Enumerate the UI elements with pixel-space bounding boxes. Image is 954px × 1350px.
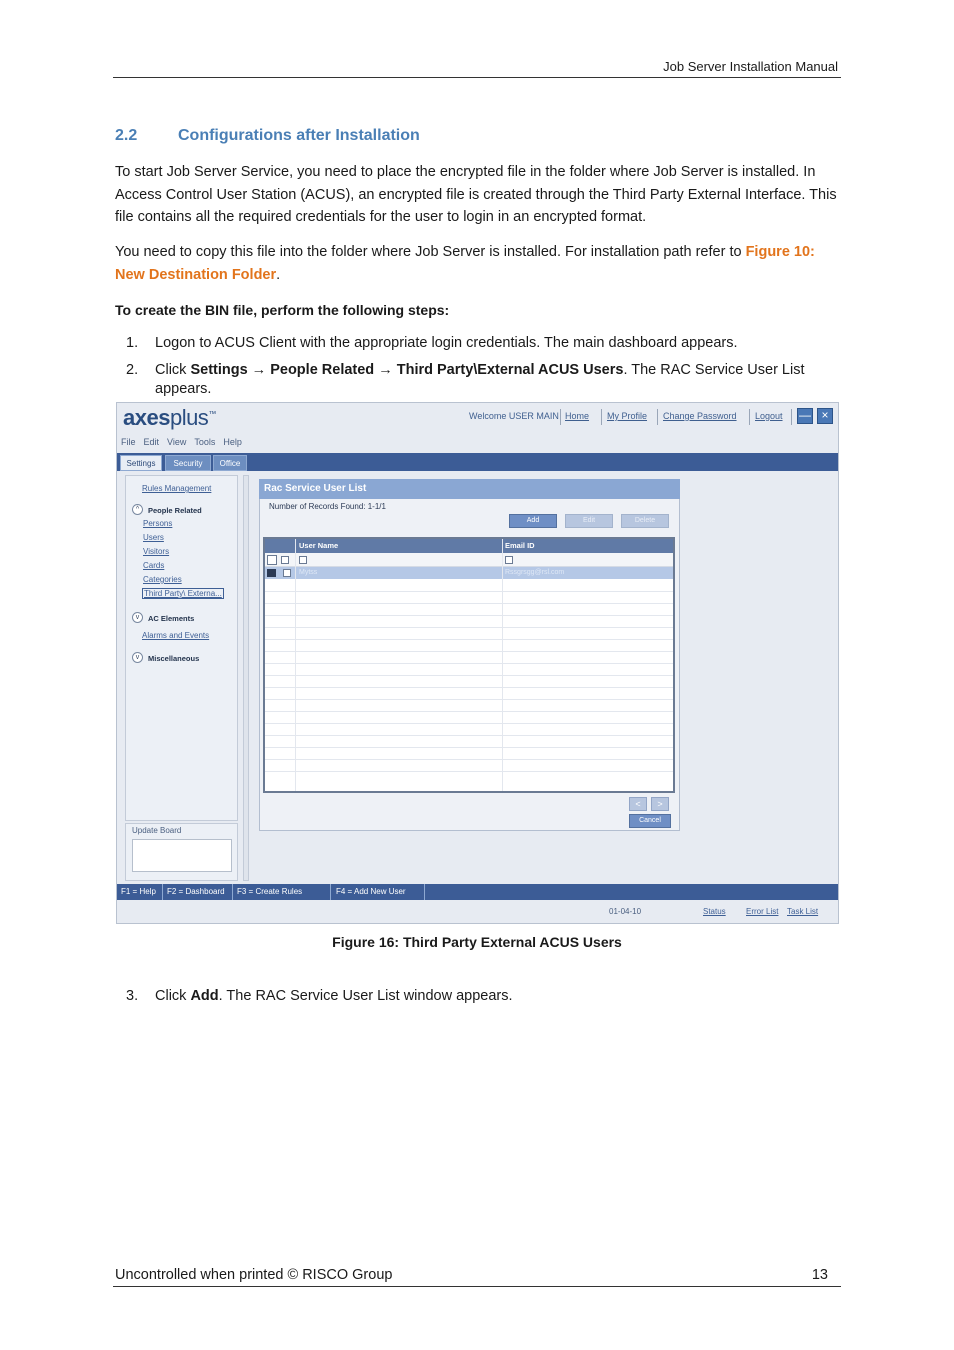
step-bold: People Related — [270, 362, 375, 378]
left-navigation-panel — [125, 475, 238, 821]
status-date: 01-04-10 — [609, 907, 642, 916]
arrow-icon: → — [247, 362, 271, 378]
section-title: Configurations after Installation — [178, 127, 420, 144]
row-pointer-icon — [267, 569, 276, 577]
tab-office[interactable]: Office — [213, 455, 247, 471]
menu-view[interactable]: View — [167, 437, 187, 447]
user-grid — [263, 537, 675, 793]
nav-separator — [657, 409, 658, 425]
minimize-icon[interactable]: — — [799, 408, 811, 422]
step-number: 2. — [126, 362, 139, 378]
grid-line — [265, 615, 673, 616]
update-board-box[interactable] — [132, 839, 232, 872]
shortcut-bar — [117, 884, 838, 900]
collapse-icon[interactable]: ^ — [132, 504, 143, 515]
step-text: Logon to ACUS Client with the appropriate login credentials. The main dashboard appears. — [155, 335, 738, 351]
logo-tm: ™ — [208, 409, 216, 419]
tab-settings[interactable]: Settings — [120, 455, 162, 471]
prev-page-button[interactable]: < — [629, 797, 647, 811]
grid-vline — [295, 539, 296, 791]
expand-icon[interactable]: v — [132, 612, 143, 623]
nav-separator — [560, 409, 561, 425]
grid-line — [265, 711, 673, 712]
header-rule — [113, 77, 841, 78]
dialog-title: Rac Service User List — [259, 479, 680, 499]
my-profile-link[interactable]: My Profile — [607, 411, 648, 421]
content-area — [685, 475, 833, 881]
nav-cards[interactable]: Cards — [143, 561, 165, 570]
grid-line — [265, 735, 673, 736]
arrow-icon: → — [374, 362, 397, 378]
footer-rule — [113, 1286, 841, 1287]
cell-email: Rssgrsgg@rsl.com — [505, 569, 565, 576]
status-link[interactable]: Status — [703, 907, 726, 916]
figure-link[interactable]: Figure 10: New Destination Folder — [115, 244, 815, 283]
nav-group-miscellaneous[interactable]: Miscellaneous — [148, 654, 200, 663]
shortcut-create-rules: F3 = Create Rules — [237, 887, 303, 896]
records-found: Number of Records Found: 1-1/1 — [269, 502, 386, 511]
nav-visitors[interactable]: Visitors — [143, 547, 170, 556]
footer-copyright: Uncontrolled when printed © RISCO Group — [115, 1267, 393, 1283]
checkbox-icon[interactable] — [281, 556, 289, 564]
update-board — [125, 823, 238, 881]
figure-caption: Figure 16: Third Party External ACUS Users — [332, 934, 622, 950]
grid-line — [265, 759, 673, 760]
edit-button[interactable]: Edit — [565, 514, 613, 528]
shortcut-separator — [424, 884, 425, 900]
step-text-part: Click — [155, 988, 191, 1004]
bottom-status-bar — [117, 900, 838, 923]
grid-line — [265, 699, 673, 700]
close-icon[interactable]: × — [817, 408, 833, 424]
grid-line — [265, 687, 673, 688]
cell-user-name: Mytss — [299, 569, 318, 576]
grid-line — [265, 771, 673, 772]
next-page-button[interactable]: > — [651, 797, 669, 811]
nav-rules-management[interactable]: Rules Management — [142, 484, 212, 493]
filter-icon[interactable] — [267, 555, 277, 565]
menu-bar — [121, 437, 250, 447]
nav-group-people-related[interactable]: People Related — [148, 506, 202, 515]
grid-line — [265, 651, 673, 652]
step-text — [155, 361, 815, 399]
axesplus-logo — [123, 405, 216, 431]
welcome-text: Welcome USER MAIN — [469, 411, 559, 421]
paragraph-intro: To start Job Server Service, you need to place the encrypted file in the folder where Job Server is installed. In Access Control User Station (ACUS), an encrypted file is created through the Third Party External Interface. This file contains all the required credentials for the user to login in an encrypted format. — [115, 164, 837, 225]
grid-line — [265, 675, 673, 676]
shortcut-add-user: F4 = Add New User — [336, 887, 406, 896]
grid-line — [265, 639, 673, 640]
paragraph-copy — [115, 241, 837, 286]
grid-line — [265, 723, 673, 724]
shortcut-help: F1 = Help — [121, 887, 156, 896]
update-board-label: Update Board — [132, 826, 182, 835]
grid-line — [265, 747, 673, 748]
page-number: 13 — [811, 1267, 828, 1283]
cancel-button[interactable]: Cancel — [629, 814, 671, 828]
section-number: 2.2 — [115, 127, 138, 144]
menu-tools[interactable]: Tools — [194, 437, 216, 447]
home-link[interactable]: Home — [565, 411, 590, 421]
nav-third-party-external[interactable]: Third Party\ Externa... — [144, 589, 222, 598]
nav-group-ac-elements[interactable]: AC Elements — [148, 614, 195, 623]
shortcut-dashboard: F2 = Dashboard — [167, 887, 225, 896]
section-heading — [115, 127, 420, 145]
grid-line — [265, 663, 673, 664]
nav-persons[interactable]: Persons — [143, 519, 173, 528]
paragraph-copy-end: . — [276, 266, 281, 283]
grid-header — [265, 539, 673, 553]
grid-line — [265, 603, 673, 604]
step-text-part: . The RAC Service User List window appears. — [218, 988, 513, 1004]
step-text-part: Click — [155, 362, 191, 378]
menu-file[interactable]: File — [121, 437, 136, 447]
step-bold: Settings — [190, 362, 248, 378]
shortcut-separator — [232, 884, 233, 900]
add-button[interactable]: Add — [509, 514, 557, 528]
table-row[interactable] — [265, 567, 673, 579]
nav-categories[interactable]: Categories — [143, 575, 182, 584]
paragraph-copy-text: You need to copy this file into the folder where Job Server is installed. For installation path refer to — [115, 244, 746, 260]
step-text-part: . The RAC Service User List appears. — [155, 362, 805, 397]
nav-separator — [791, 409, 792, 425]
grid-line — [265, 591, 673, 592]
filter-icon[interactable] — [299, 556, 307, 564]
filter-row — [265, 553, 673, 567]
grid-vline — [502, 539, 503, 791]
logo-part-a: axes — [123, 405, 170, 430]
menu-help[interactable]: Help — [223, 437, 242, 447]
figure-screenshot — [116, 402, 839, 924]
nav-alarms-events[interactable]: Alarms and Events — [142, 631, 210, 640]
col-email-id[interactable]: Email ID — [505, 541, 535, 550]
step-number: 1. — [126, 335, 139, 351]
shortcut-separator — [162, 884, 163, 900]
expand-icon[interactable]: v — [132, 652, 143, 663]
steps-heading: To create the BIN file, perform the following steps: — [115, 302, 450, 318]
col-user-name[interactable]: User Name — [299, 541, 339, 550]
logo-part-b: plus — [169, 405, 209, 430]
nav-users[interactable]: Users — [143, 533, 164, 542]
tab-security[interactable]: Security — [165, 455, 211, 471]
nav-separator — [749, 409, 750, 425]
menu-edit[interactable]: Edit — [143, 437, 160, 447]
grid-line — [265, 627, 673, 628]
step-bold: Third Party\External ACUS Users — [396, 362, 624, 378]
running-header: Job Server Installation Manual — [663, 59, 838, 74]
logout-link[interactable]: Logout — [755, 411, 783, 421]
step-bold: Add — [190, 988, 219, 1004]
change-password-link[interactable]: Change Password — [663, 411, 737, 421]
task-list-link[interactable]: Task List — [787, 907, 819, 916]
step-text — [155, 987, 815, 1006]
nav-separator — [601, 409, 602, 425]
error-list-link[interactable]: Error List — [746, 907, 779, 916]
panel-splitter[interactable] — [243, 475, 249, 881]
filter-icon[interactable] — [505, 556, 513, 564]
step-number: 3. — [126, 988, 139, 1004]
row-checkbox[interactable] — [283, 569, 291, 577]
delete-button[interactable]: Delete — [621, 514, 669, 528]
shortcut-separator — [330, 884, 331, 900]
